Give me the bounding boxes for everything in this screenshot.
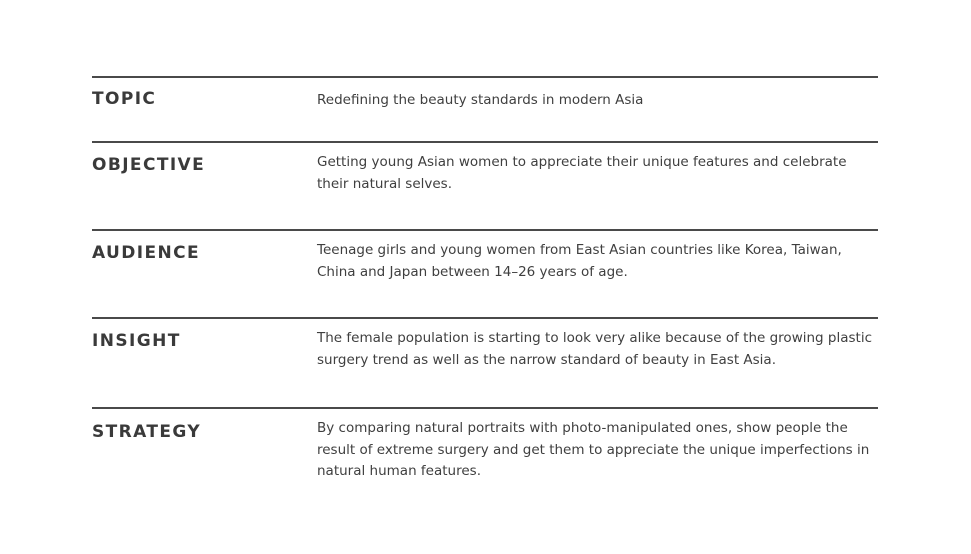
row-text-insight: The female population is starting to look very alike because of the growing plastic surgery trend as well as the narrow standard of beauty in East Asia.: [317, 330, 872, 368]
brief-row-topic: [92, 76, 878, 109]
row-label-topic: TOPIC: [92, 89, 157, 109]
row-label-insight: INSIGHT: [92, 331, 181, 351]
row-label-audience: AUDIENCE: [92, 243, 201, 263]
brief-row-insight: [92, 317, 878, 368]
row-text-objective: Getting young Asian women to appreciate their unique features and celebrate their natural selves.: [317, 154, 847, 192]
row-text-audience: Teenage girls and young women from East Asian countries like Korea, Taiwan, China and Japan between 14–26 years of age.: [317, 242, 842, 280]
row-text-strategy: By comparing natural portraits with photo-manipulated ones, show people the result of extreme surgery and get them to appreciate the unique imperfections in natural human features.: [317, 420, 870, 479]
row-text-topic: Redefining the beauty standards in modern Asia: [317, 92, 644, 108]
brief-row-audience: [92, 229, 878, 280]
brief-row-strategy: [92, 407, 878, 479]
row-label-objective: OBJECTIVE: [92, 155, 206, 175]
row-label-strategy: STRATEGY: [92, 422, 202, 442]
brief-row-objective: [92, 141, 878, 192]
